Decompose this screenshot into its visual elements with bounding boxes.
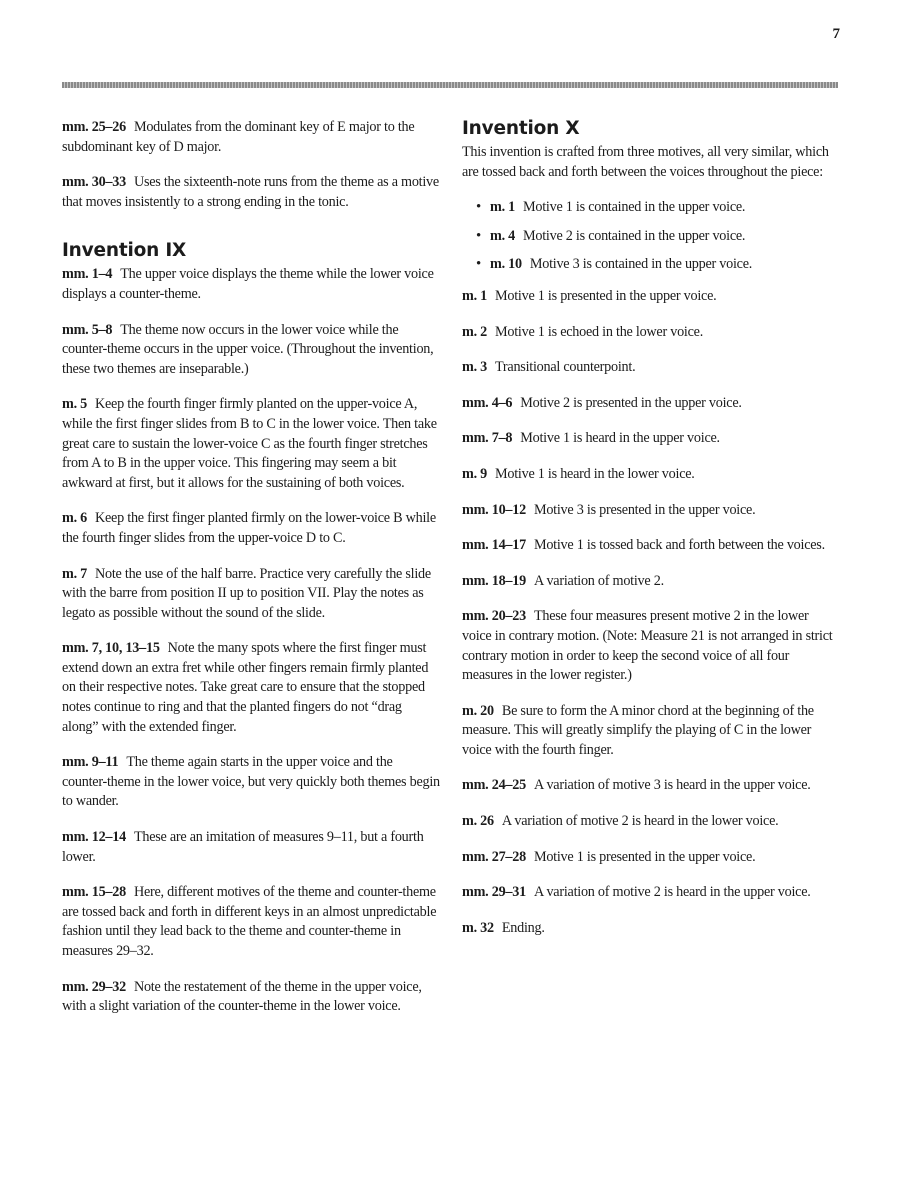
measure-text: A variation of motive 3 is heard in the upper voice. <box>533 777 811 794</box>
invention-x-intro: This invention is crafted from three motives, all very similar, which are tossed back and forth between the voices throughout the piece: <box>462 144 829 180</box>
measure-text: Motive 2 is presented in the upper voice. <box>520 394 742 411</box>
measure-label: m. 10 <box>490 256 522 273</box>
measure-text: Motive 1 is tossed back and forth between the voices. <box>533 537 825 554</box>
measure-note <box>462 812 840 832</box>
measure-label: m. 7 <box>62 565 88 582</box>
section-heading-invention-x: Invention X <box>462 118 580 139</box>
measure-label: mm. 7, 10, 13–15 <box>62 640 160 657</box>
measure-text: A variation of motive 2 is heard in the upper voice. <box>533 884 811 901</box>
measure-note <box>462 536 840 556</box>
measure-note <box>462 919 840 939</box>
measure-label: m. 32 <box>462 919 494 936</box>
measure-note <box>462 394 840 414</box>
measure-text: A variation of motive 2. <box>533 572 664 589</box>
measure-note <box>462 848 840 868</box>
measure-note <box>462 465 840 485</box>
invention-ix-notes <box>62 265 440 1016</box>
measure-label: m. 26 <box>462 813 494 830</box>
measure-label: mm. 10–12 <box>462 501 526 518</box>
measure-note <box>62 978 440 1017</box>
page-number: 7 <box>832 26 840 42</box>
measure-note <box>462 429 840 449</box>
measure-note <box>62 753 440 812</box>
measure-text: Motive 1 is contained in the upper voice. <box>523 199 746 216</box>
measure-note <box>462 358 840 378</box>
measure-label: mm. 29–31 <box>462 884 526 901</box>
measure-note <box>62 509 440 548</box>
measure-label: m. 1 <box>462 287 488 304</box>
left-column <box>62 118 440 1033</box>
header-rule <box>62 82 838 88</box>
measure-text: Motive 1 is presented in the upper voice. <box>495 287 717 304</box>
measure-text: Note the restatement of the theme in the upper voice, with a slight variation of the counter-theme in the lower voice. <box>62 978 422 1015</box>
measure-text: Be sure to form the A minor chord at the beginning of the measure. This will greatly simplify the playing of C in the lower voice with the fourth finger. <box>462 702 814 758</box>
measure-note <box>62 565 440 624</box>
measure-label: m. 6 <box>62 510 88 527</box>
measure-note <box>62 639 440 737</box>
measure-note <box>62 828 440 867</box>
motive-list-item <box>462 255 840 275</box>
measure-label: mm. 5–8 <box>62 321 113 338</box>
measure-label: m. 4 <box>490 227 516 244</box>
measure-note <box>462 323 840 343</box>
measure-label: m. 3 <box>462 359 488 376</box>
measure-text: The theme again starts in the upper voice and the counter-theme in the lower voice, but very quickly both themes begin to wander. <box>62 754 440 810</box>
measure-text: Motive 1 is heard in the upper voice. <box>520 430 720 447</box>
measure-label: mm. 30–33 <box>62 174 126 191</box>
measure-note <box>462 883 840 903</box>
measure-text: Modulates from the dominant key of E major to the subdominant key of D major. <box>62 119 415 155</box>
measure-text: Motive 3 is contained in the upper voice. <box>529 256 753 273</box>
measure-note <box>462 776 840 796</box>
measure-label: mm. 4–6 <box>462 394 513 411</box>
pre-entries <box>62 118 440 212</box>
measure-label: mm. 24–25 <box>462 777 526 794</box>
measure-text: The theme now occurs in the lower voice while the counter-theme occurs in the upper voice. (Throughout the invention, these two themes are inseparable.) <box>62 321 434 377</box>
measure-text: These four measures present motive 2 in the lower voice in contrary motion. (Note: Measure 21 is not arranged in strict contrary motion in order to keep the second voice of all four measures in the lower register.) <box>462 608 833 684</box>
right-column <box>462 118 840 954</box>
section-heading-invention-ix: Invention IX <box>62 240 187 262</box>
measure-note <box>62 883 440 961</box>
measure-text: A variation of motive 2 is heard in the lower voice. <box>501 813 779 830</box>
motive-list-item <box>462 227 840 247</box>
measure-label: mm. 1–4 <box>62 266 113 283</box>
measure-label: m. 9 <box>462 465 488 482</box>
measure-note <box>462 607 840 685</box>
measure-text: Motive 2 is contained in the upper voice. <box>523 227 746 244</box>
measure-note <box>62 173 440 212</box>
measure-label: mm. 9–11 <box>62 754 119 771</box>
invention-x-notes <box>462 287 840 938</box>
measure-label: mm. 15–28 <box>62 884 126 901</box>
measure-note <box>462 501 840 521</box>
measure-label: m. 5 <box>62 396 88 413</box>
measure-text: Motive 1 is heard in the lower voice. <box>495 465 695 482</box>
measure-label: mm. 29–32 <box>62 978 126 995</box>
measure-text: The upper voice displays the theme while the lower voice displays a counter-theme. <box>62 266 434 302</box>
measure-note <box>62 265 440 304</box>
measure-note <box>462 702 840 761</box>
measure-label: m. 1 <box>490 199 516 216</box>
motive-list <box>462 198 840 275</box>
measure-label: m. 2 <box>462 323 488 340</box>
measure-note <box>462 287 840 307</box>
measure-label: mm. 12–14 <box>62 829 126 846</box>
measure-text: Keep the fourth finger firmly planted on the upper-voice A, while the first finger slides from B to C in the lower voice. Then take great care to sustain the lower-voice C as the fourth finger stretches from A to B in the upper voice. This fingering may seem a bit awkward at first, but it allows for the sustaining of both voices. <box>62 396 437 491</box>
measure-label: mm. 18–19 <box>462 572 526 589</box>
measure-label: mm. 7–8 <box>462 430 513 447</box>
measure-text: Ending. <box>501 919 545 936</box>
measure-text: Motive 1 is presented in the upper voice. <box>533 848 756 865</box>
measure-text: Transitional counterpoint. <box>495 359 636 376</box>
measure-label: m. 20 <box>462 702 494 719</box>
measure-text: Here, different motives of the theme and counter-theme are tossed back and forth in different keys in an almost unpredictable fashion until they lead back to the theme and counter-theme in measures 29–32. <box>62 884 437 959</box>
measure-text: Note the use of the half barre. Practice very carefully the slide with the barre from position II up to position VII. Play the notes as legato as possible without the sound of the slide. <box>62 565 431 621</box>
measure-text: Keep the first finger planted firmly on the lower-voice B while the fourth finger slides from the upper-voice D to C. <box>62 510 436 546</box>
measure-text: Motive 3 is presented in the upper voice. <box>533 501 756 518</box>
motive-list-item <box>462 198 840 218</box>
measure-label: mm. 20–23 <box>462 608 526 625</box>
measure-text: Motive 1 is echoed in the lower voice. <box>495 323 703 340</box>
measure-note <box>62 321 440 380</box>
measure-note <box>62 118 440 157</box>
measure-text: These are an imitation of measures 9–11, but a fourth lower. <box>62 829 424 865</box>
measure-label: mm. 14–17 <box>462 537 526 554</box>
measure-text: Note the many spots where the first finger must extend down an extra fret while other fingers remain firmly planted on their respective notes. Take great care to ensure that the stopped notes continue to ring and that the planted fingers do not “drag along” with the extended finger. <box>62 640 429 735</box>
measure-note <box>62 395 440 493</box>
measure-label: mm. 27–28 <box>462 848 526 865</box>
measure-note <box>462 572 840 592</box>
measure-label: mm. 25–26 <box>62 119 126 135</box>
measure-text: Uses the sixteenth-note runs from the theme as a motive that moves insistently to a strong ending in the tonic. <box>62 174 439 210</box>
